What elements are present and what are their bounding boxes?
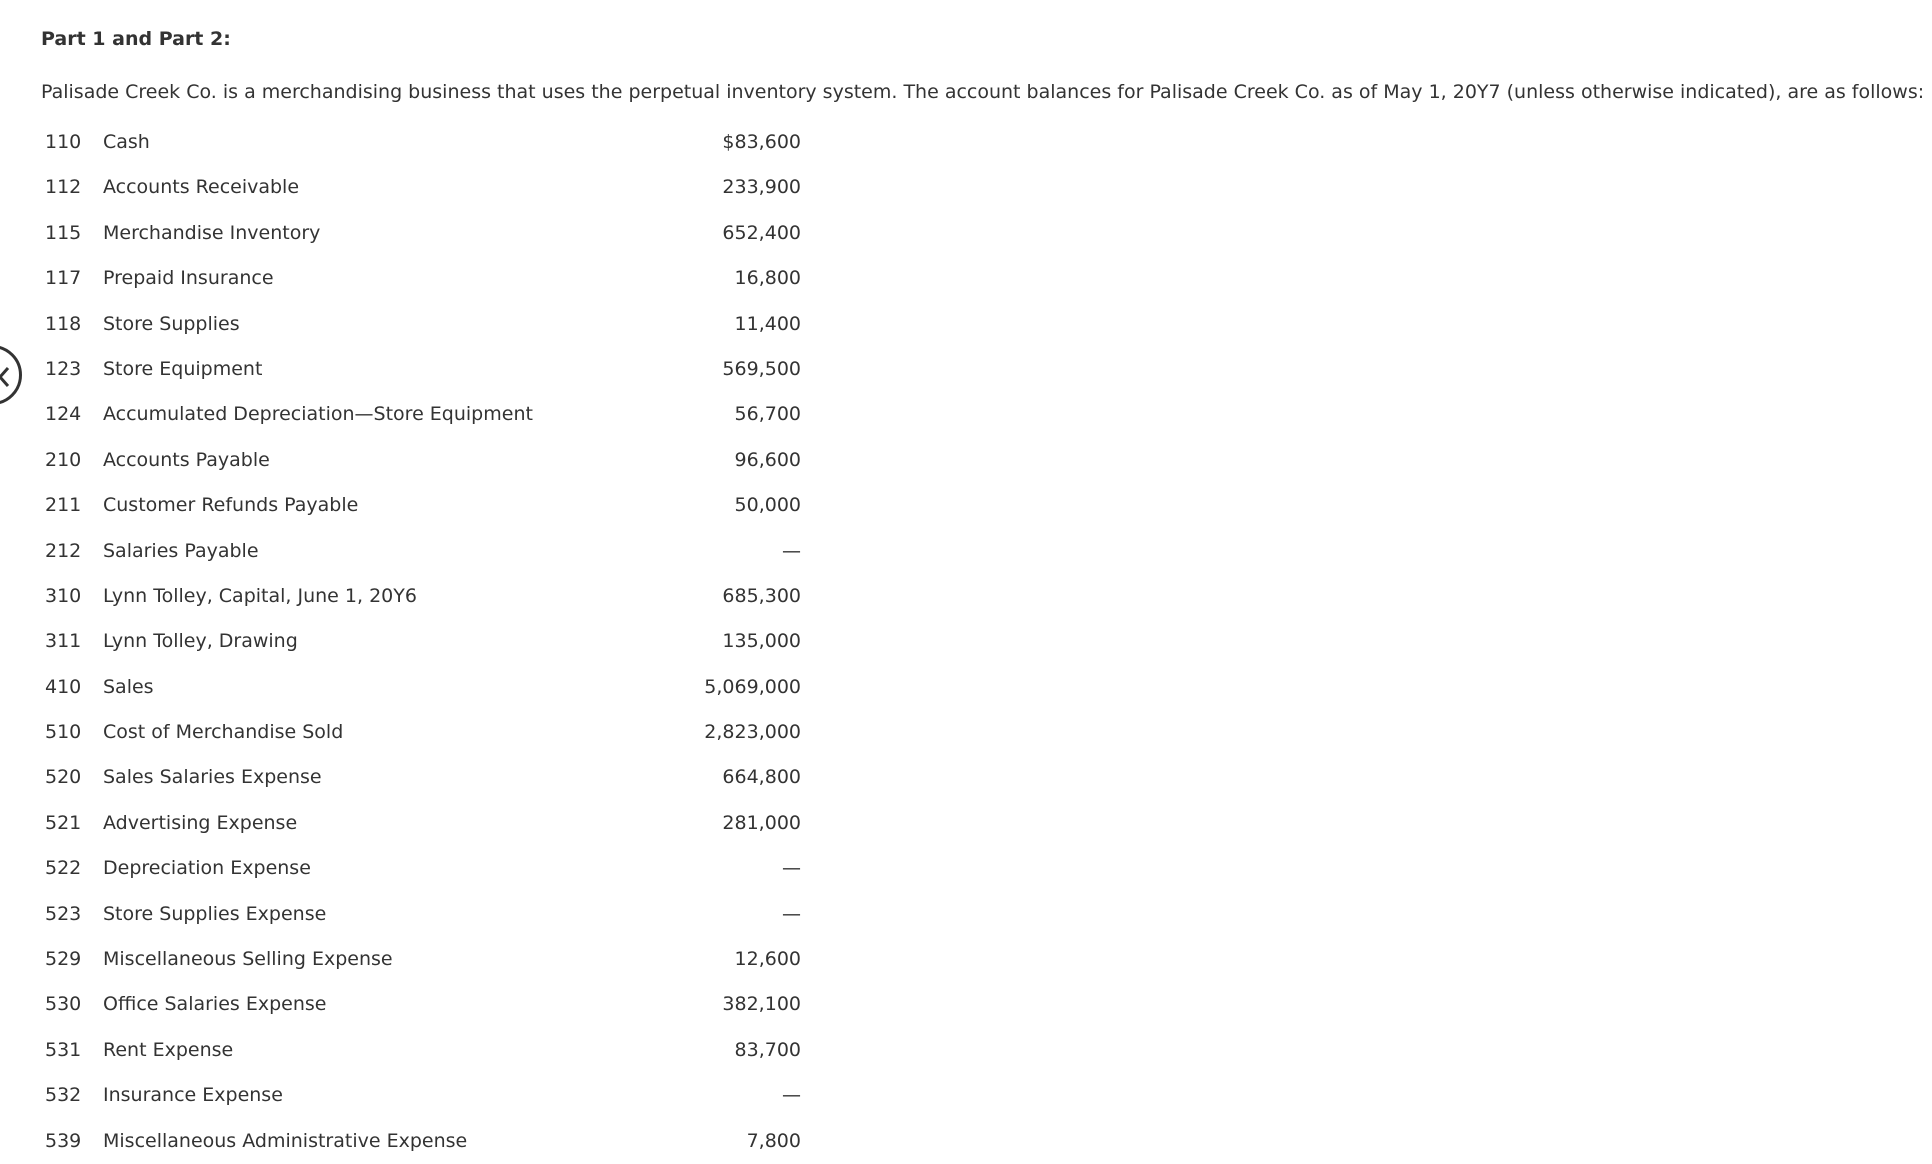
account-balance: 83,700 <box>734 1038 801 1061</box>
account-name: Accounts Receivable <box>103 176 300 199</box>
account-row <box>41 1119 801 1164</box>
account-row <box>41 211 801 256</box>
account-row <box>41 937 801 982</box>
account-row <box>41 392 801 437</box>
account-row <box>41 120 801 165</box>
account-name: Merchandise Inventory <box>103 221 321 244</box>
account-name: Insurance Expense <box>103 1084 283 1107</box>
account-balance: — <box>782 1084 801 1107</box>
account-row <box>41 256 801 301</box>
account-number: 410 <box>45 675 82 698</box>
account-name: Cash <box>103 131 150 153</box>
account-row <box>41 302 801 347</box>
account-row <box>41 1073 801 1118</box>
account-balance: 2,823,000 <box>704 721 801 744</box>
account-name: Office Salaries Expense <box>103 993 327 1016</box>
account-name: Depreciation Expense <box>103 857 311 880</box>
account-name: Store Supplies Expense <box>103 902 327 925</box>
account-number: 529 <box>45 948 82 971</box>
account-row <box>41 892 801 937</box>
account-row <box>41 347 801 392</box>
account-balance: 12,600 <box>734 948 801 971</box>
account-number: 123 <box>45 357 82 380</box>
account-row <box>41 165 801 210</box>
account-balance: 7,800 <box>746 1129 801 1152</box>
account-name: Advertising Expense <box>103 811 298 834</box>
account-number: 118 <box>45 312 82 335</box>
account-balance: 664,800 <box>722 766 801 789</box>
account-number: 531 <box>45 1038 82 1061</box>
section-heading: Part 1 and Part 2: <box>41 28 231 50</box>
account-balance: — <box>782 902 801 925</box>
account-number: 311 <box>45 630 82 653</box>
account-name: Miscellaneous Selling Expense <box>103 948 393 971</box>
account-row <box>41 619 801 664</box>
account-name: Rent Expense <box>103 1038 234 1061</box>
account-number: 124 <box>45 403 82 426</box>
account-number: 523 <box>45 902 82 925</box>
account-number: 110 <box>45 131 82 153</box>
account-number: 211 <box>45 494 82 517</box>
account-name: Store Equipment <box>103 357 263 380</box>
account-number: 510 <box>45 721 82 744</box>
account-number: 310 <box>45 584 82 607</box>
account-balance: 16,800 <box>734 267 801 290</box>
account-row <box>41 438 801 483</box>
account-number: 539 <box>45 1129 82 1152</box>
account-number: 115 <box>45 221 82 244</box>
account-balance: 382,100 <box>722 993 801 1016</box>
account-name: Salaries Payable <box>103 539 259 562</box>
account-name: Accounts Payable <box>103 448 270 471</box>
account-name: Store Supplies <box>103 312 240 335</box>
account-name: Lynn Tolley, Capital, June 1, 20Y6 <box>103 584 417 607</box>
account-balance: 50,000 <box>734 494 801 517</box>
account-balance: 56,700 <box>734 403 801 426</box>
account-row <box>41 846 801 891</box>
account-name: Sales <box>103 675 154 698</box>
account-row <box>41 665 801 710</box>
account-number: 520 <box>45 766 82 789</box>
account-name: Sales Salaries Expense <box>103 766 322 789</box>
account-name: Cost of Merchandise Sold <box>103 721 344 744</box>
account-number: 117 <box>45 267 82 290</box>
account-number: 522 <box>45 857 82 880</box>
account-number: 532 <box>45 1084 82 1107</box>
account-balance: 96,600 <box>734 448 801 471</box>
account-name: Lynn Tolley, Drawing <box>103 630 298 653</box>
account-balance: 5,069,000 <box>704 675 801 698</box>
account-name: Customer Refunds Payable <box>103 494 359 517</box>
account-row <box>41 801 801 846</box>
account-name: Prepaid Insurance <box>103 267 274 290</box>
account-balance: — <box>782 857 801 880</box>
account-name: Accumulated Depreciation—Store Equipment <box>103 403 533 426</box>
account-balance: 281,000 <box>722 811 801 834</box>
account-row <box>41 755 801 800</box>
account-row <box>41 483 801 528</box>
account-balance: 11,400 <box>734 312 801 335</box>
account-row <box>41 710 801 755</box>
account-balance: 685,300 <box>722 584 801 607</box>
account-number: 530 <box>45 993 82 1016</box>
intro-paragraph: Palisade Creek Co. is a merchandising business that uses the perpetual inventory system. The account balances for Palisade Creek Co. as of May 1, 20Y7 (unless otherwise indicated), are as follows: <box>41 81 1925 103</box>
account-row <box>41 574 801 619</box>
account-name: Miscellaneous Administrative Expense <box>103 1129 468 1152</box>
account-balance: 135,000 <box>722 630 801 653</box>
account-number: 212 <box>45 539 82 562</box>
account-balance: 569,500 <box>722 357 801 380</box>
account-number: 112 <box>45 176 82 199</box>
account-row <box>41 982 801 1027</box>
account-balances-list <box>41 120 801 1164</box>
account-number: 210 <box>45 448 82 471</box>
account-row <box>41 529 801 574</box>
account-balance: 652,400 <box>722 221 801 244</box>
account-balance: — <box>782 539 801 562</box>
account-balance: $83,600 <box>722 131 801 153</box>
chevron-left-icon <box>0 366 11 388</box>
account-row <box>41 1028 801 1073</box>
account-balance: 233,900 <box>722 176 801 199</box>
account-number: 521 <box>45 811 82 834</box>
previous-nav-button[interactable] <box>0 345 22 405</box>
